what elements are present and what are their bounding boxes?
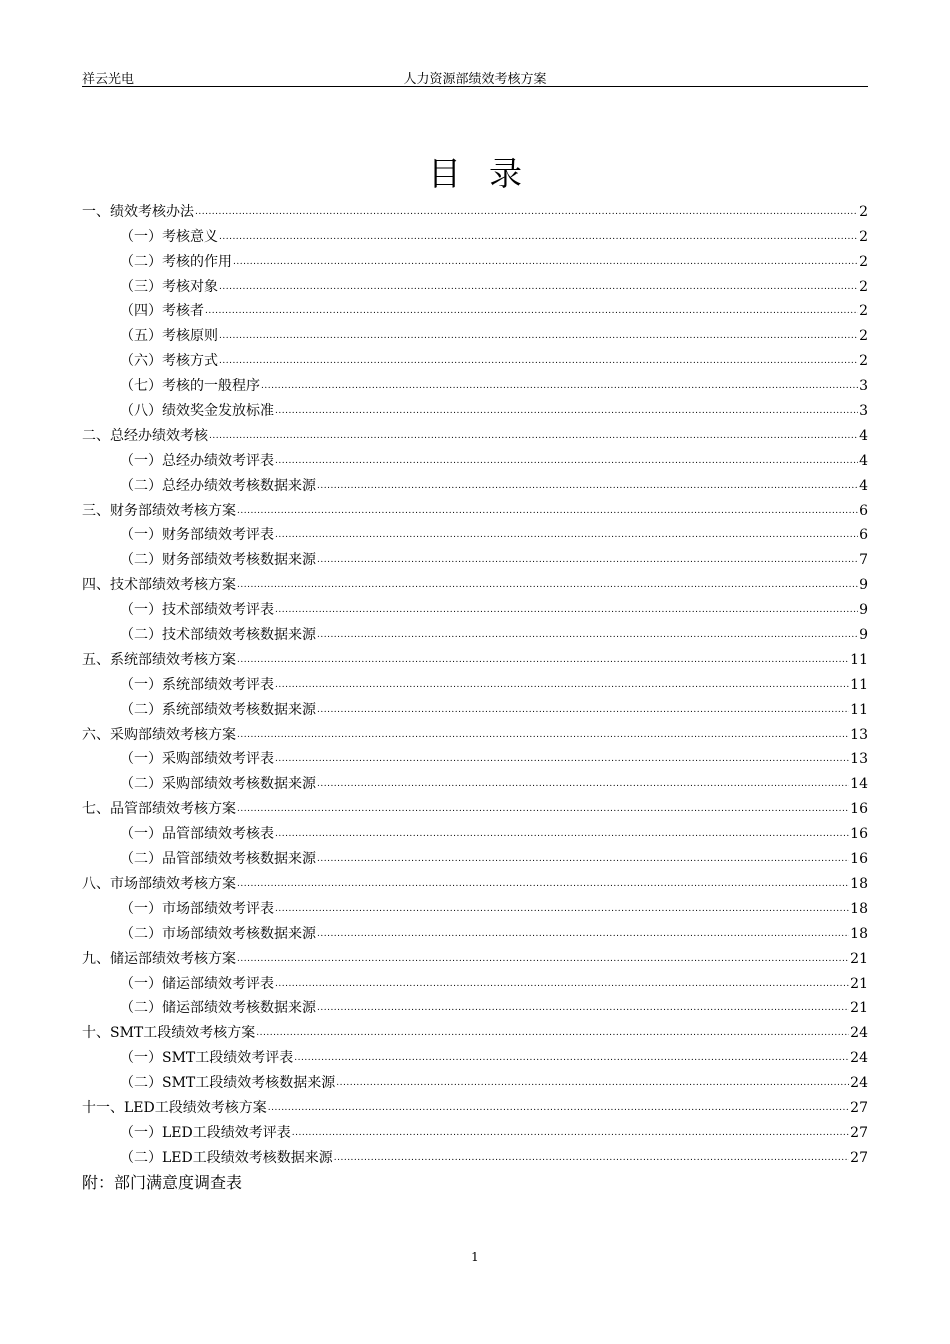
toc-leader-dots	[275, 450, 858, 470]
toc-entry[interactable]	[82, 669, 868, 694]
toc-entry-label: （一）系统部绩效考评表	[120, 676, 274, 693]
toc-entry[interactable]	[82, 744, 868, 769]
toc-leader-dots	[268, 1097, 849, 1117]
toc-entry[interactable]	[82, 296, 868, 321]
toc-entry-label: （一）财务部绩效考评表	[120, 527, 274, 544]
toc-leader-dots	[275, 524, 858, 544]
toc-entry-label: （一）储运部绩效考评表	[120, 975, 274, 992]
toc-entry-label: （五）考核原则	[120, 328, 218, 345]
toc-entry[interactable]	[82, 445, 868, 470]
toc-entry-page: 3	[859, 403, 868, 420]
toc-entry-page: 21	[850, 975, 868, 992]
toc-entry-page: 2	[859, 353, 868, 370]
toc-entry-page: 2	[859, 303, 868, 320]
toc-entry-page: 11	[850, 676, 868, 693]
toc-entry-label: 一、绩效考核办法	[82, 203, 194, 220]
toc-entry-page: 2	[859, 328, 868, 345]
toc-leader-dots	[237, 724, 849, 744]
toc-entry-page: 3	[859, 378, 868, 395]
toc-entry[interactable]	[82, 271, 868, 296]
toc-entry-label: （一）采购部绩效考评表	[120, 751, 274, 768]
toc-leader-dots	[292, 1122, 849, 1142]
toc-entry-page: 21	[850, 1000, 868, 1017]
toc-appendix[interactable]: 附：部门满意度调查表	[82, 1172, 243, 1192]
toc-leader-dots	[275, 674, 849, 694]
toc-entry-page: 6	[859, 502, 868, 519]
toc-leader-dots	[275, 748, 849, 768]
toc-entry[interactable]	[82, 345, 868, 370]
toc-entry-page: 2	[859, 278, 868, 295]
toc-leader-dots	[219, 325, 858, 345]
toc-entry-label: 三、财务部绩效考核方案	[82, 502, 236, 519]
toc-entry-page: 14	[850, 776, 868, 793]
toc-entry-label: （八）绩效奖金发放标准	[120, 403, 274, 420]
toc-entry-page: 2	[859, 228, 868, 245]
toc-entry-label: （二）总经办绩效考核数据来源	[120, 477, 316, 494]
toc-entry[interactable]	[82, 495, 868, 520]
toc-leader-dots	[205, 300, 858, 320]
toc-entry[interactable]	[82, 420, 868, 445]
toc-entry-page: 18	[850, 925, 868, 942]
toc-entry-label: （四）考核者	[120, 303, 204, 320]
toc-leader-dots	[317, 923, 849, 943]
toc-entry-page: 18	[850, 900, 868, 917]
toc-entry-page: 18	[850, 875, 868, 892]
toc-entry[interactable]	[82, 470, 868, 495]
toc-entry-label: （二）财务部绩效考核数据来源	[120, 552, 316, 569]
toc-entry-page: 6	[859, 527, 868, 544]
toc-entry[interactable]	[82, 818, 868, 843]
toc-leader-dots	[294, 1047, 849, 1067]
header-company: 祥云光电	[82, 72, 135, 87]
toc-entry-label: （七）考核的一般程序	[120, 378, 260, 395]
toc-entry-page: 16	[850, 826, 868, 843]
toc-entry-page: 21	[850, 950, 868, 967]
toc-leader-dots	[317, 997, 849, 1017]
table-of-contents	[82, 196, 868, 1193]
toc-entry-label: （六）考核方式	[120, 353, 218, 370]
toc-entry[interactable]	[82, 1042, 868, 1067]
toc-entry-page: 4	[859, 477, 868, 494]
toc-entry-label: （二）技术部绩效考核数据来源	[120, 627, 316, 644]
toc-entry-label: （一）技术部绩效考评表	[120, 602, 274, 619]
toc-entry[interactable]	[82, 520, 868, 545]
toc-entry-page: 9	[859, 577, 868, 594]
toc-entry-label: （一）SMT工段绩效考评表	[120, 1050, 294, 1067]
toc-entry-label: （二）LED工段绩效考核数据来源	[120, 1149, 333, 1166]
toc-entry-page: 7	[859, 552, 868, 569]
toc-entry[interactable]	[82, 619, 868, 644]
toc-entry[interactable]	[82, 793, 868, 818]
toc-leader-dots	[317, 699, 849, 719]
toc-entry-label: （一）市场部绩效考评表	[120, 900, 274, 917]
toc-leader-dots	[237, 649, 849, 669]
toc-leader-dots	[233, 251, 858, 271]
page-number: 1	[471, 1250, 479, 1264]
toc-entry-label: （二）考核的作用	[120, 253, 232, 270]
toc-entry[interactable]	[82, 1092, 868, 1117]
toc-leader-dots	[237, 873, 849, 893]
toc-leader-dots	[275, 599, 858, 619]
toc-entry-label: 七、品管部绩效考核方案	[82, 801, 236, 818]
toc-entry-label: （三）考核对象	[120, 278, 218, 295]
toc-entry-label: （二）品管部绩效考核数据来源	[120, 851, 316, 868]
toc-entry-page: 9	[859, 602, 868, 619]
toc-entry-page: 27	[850, 1099, 868, 1116]
toc-entry[interactable]	[82, 993, 868, 1018]
toc-entry-label: （二）系统部绩效考核数据来源	[120, 701, 316, 718]
toc-entry[interactable]	[82, 1117, 868, 1142]
toc-entry-page: 2	[859, 203, 868, 220]
toc-entry-page: 4	[859, 452, 868, 469]
toc-entry[interactable]	[82, 918, 868, 943]
toc-entry-page: 9	[859, 627, 868, 644]
toc-entry[interactable]	[82, 843, 868, 868]
toc-leader-dots	[237, 948, 849, 968]
toc-leader-dots	[317, 475, 858, 495]
toc-entry[interactable]	[82, 320, 868, 345]
toc-leader-dots	[275, 898, 849, 918]
toc-entry-page: 27	[850, 1124, 868, 1141]
toc-entry-page: 13	[850, 751, 868, 768]
toc-leader-dots	[275, 400, 858, 420]
toc-entry[interactable]	[82, 569, 868, 594]
toc-entry-label: （一）考核意义	[120, 228, 218, 245]
toc-leader-dots	[209, 425, 858, 445]
toc-entry[interactable]	[82, 594, 868, 619]
toc-entry-label: 九、储运部绩效考核方案	[82, 950, 236, 967]
toc-entry-page: 11	[850, 701, 868, 718]
toc-entry[interactable]	[82, 1142, 868, 1167]
toc-entry[interactable]	[82, 395, 868, 420]
toc-entry-label: 十、SMT工段绩效考核方案	[82, 1025, 256, 1042]
toc-leader-dots	[275, 823, 849, 843]
toc-entry-page: 4	[859, 427, 868, 444]
toc-entry[interactable]	[82, 943, 868, 968]
toc-entry[interactable]	[82, 768, 868, 793]
toc-entry[interactable]	[82, 1067, 868, 1092]
toc-leader-dots	[219, 276, 858, 296]
toc-leader-dots	[237, 574, 858, 594]
page-header	[82, 66, 868, 87]
toc-entry-page: 13	[850, 726, 868, 743]
toc-entry-label: （一）LED工段绩效考评表	[120, 1124, 291, 1141]
toc-leader-dots	[334, 1147, 849, 1167]
toc-entry-page: 27	[850, 1149, 868, 1166]
toc-entry-page: 24	[850, 1050, 868, 1067]
toc-entry-label: 十一、LED工段绩效考核方案	[82, 1099, 267, 1116]
toc-entry-label: 二、总经办绩效考核	[82, 427, 208, 444]
toc-entry-label: （二）采购部绩效考核数据来源	[120, 776, 316, 793]
toc-leader-dots	[317, 549, 858, 569]
toc-entry-page: 16	[850, 851, 868, 868]
toc-leader-dots	[317, 848, 849, 868]
toc-entry-label: 六、采购部绩效考核方案	[82, 726, 236, 743]
toc-entry-label: （二）储运部绩效考核数据来源	[120, 1000, 316, 1017]
toc-leader-dots	[317, 773, 849, 793]
toc-leader-dots	[219, 226, 858, 246]
toc-entry[interactable]	[82, 868, 868, 893]
toc-entry[interactable]	[82, 544, 868, 569]
toc-entry[interactable]	[82, 221, 868, 246]
toc-entry-label: （一）总经办绩效考评表	[120, 452, 274, 469]
toc-entry-label: 八、市场部绩效考核方案	[82, 875, 236, 892]
toc-entry[interactable]	[82, 694, 868, 719]
toc-entry-label: （二）市场部绩效考核数据来源	[120, 925, 316, 942]
toc-entry[interactable]	[82, 246, 868, 271]
toc-entry-label: （一）品管部绩效考核表	[120, 826, 274, 843]
toc-leader-dots	[256, 1022, 849, 1042]
toc-leader-dots	[237, 500, 858, 520]
toc-entry[interactable]	[82, 719, 868, 744]
toc-leader-dots	[219, 350, 858, 370]
toc-leader-dots	[317, 624, 858, 644]
toc-title: 目录	[428, 154, 550, 193]
toc-entry-page: 11	[850, 651, 868, 668]
toc-entry-page: 16	[850, 801, 868, 818]
toc-entry-label: 四、技术部绩效考核方案	[82, 577, 236, 594]
toc-entry[interactable]	[82, 968, 868, 993]
toc-entry-label: 五、系统部绩效考核方案	[82, 651, 236, 668]
toc-entry[interactable]	[82, 644, 868, 669]
toc-entry-page: 24	[850, 1025, 868, 1042]
toc-entry[interactable]	[82, 893, 868, 918]
toc-leader-dots	[237, 798, 849, 818]
toc-leader-dots	[195, 201, 858, 221]
toc-entry-page: 2	[859, 253, 868, 270]
toc-leader-dots	[261, 375, 858, 395]
toc-leader-dots	[275, 973, 849, 993]
toc-entry[interactable]	[82, 370, 868, 395]
toc-leader-dots	[336, 1072, 849, 1092]
toc-entry[interactable]	[82, 196, 868, 221]
toc-entry[interactable]	[82, 1017, 868, 1042]
toc-entry-page: 24	[850, 1075, 868, 1092]
header-document-title: 人力资源部绩效考核方案	[403, 72, 547, 87]
toc-entry-label: （二）SMT工段绩效考核数据来源	[120, 1075, 336, 1092]
